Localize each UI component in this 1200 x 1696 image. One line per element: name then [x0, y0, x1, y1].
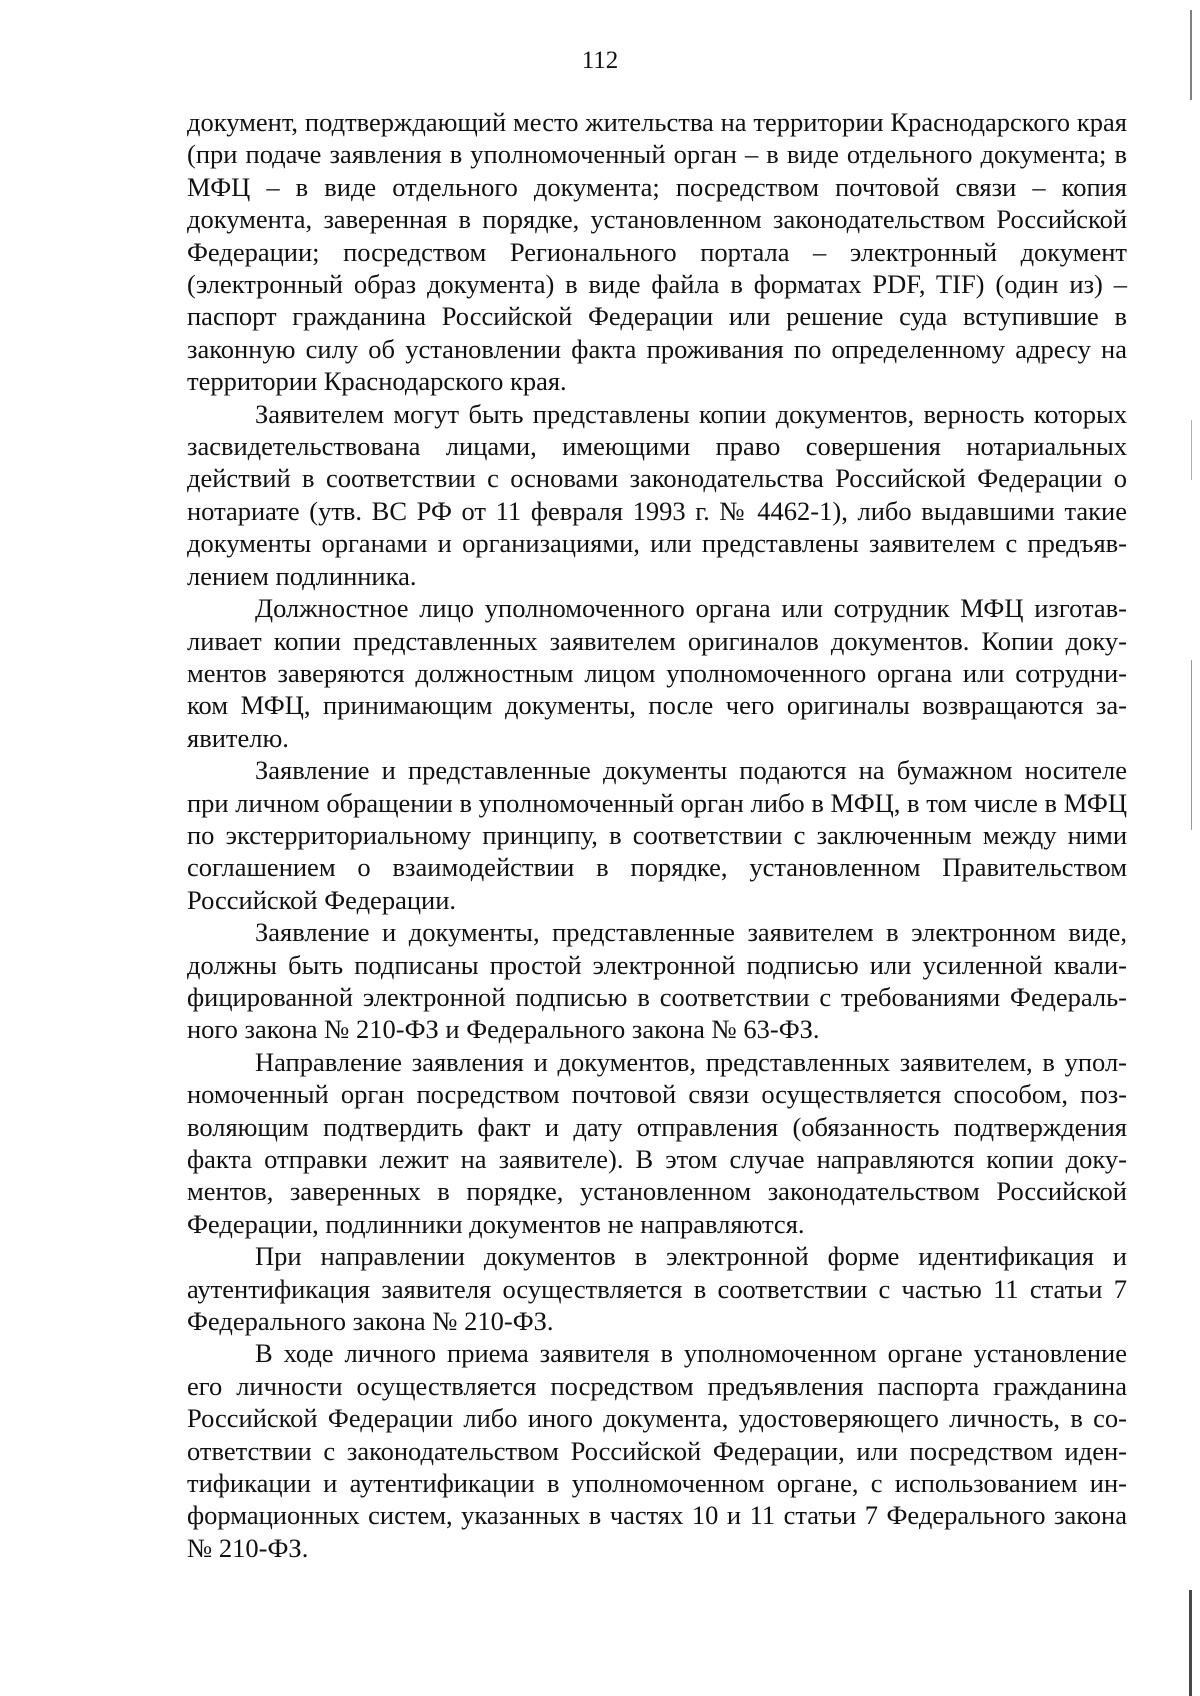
scan-edge-mark: [1190, 10, 1192, 100]
paragraph-2: Заявителем могут быть представлены копии документов, верность которых засвидетельствована лицами, имеющими право совершения нотариальных действий в соответствии с основами законодательства Российской Федерации о нотариате (утв. ВС РФ от 11 февраля 1993 г. № 4462-1), либо выдавшими такие документы органами и организациями, или представлены заявителем с предъявлением подлинника.: [187, 398, 1127, 591]
paragraph-7: При направлении документов в электронной форме идентификация и аутентификация заявителя осуществляется в соответствии с частью 11 статьи 7 Федерального закона № 210-ФЗ.: [187, 1241, 1127, 1337]
paragraph-8: В ходе личного приема заявителя в уполномоченном органе установление его личности осуществляется посредством предъявления паспорта гражданина Российской Федерации либо иного документа, удостоверяющего личность, в соответствии с законодательством Российской Федерации, или посредством идентификации и аутентификации в уполномоченном органе, с использованием информационных систем, указанных в частях 10 и 11 статьи 7 Федерального закона № 210-ФЗ.: [187, 1338, 1127, 1563]
paragraph-5: Заявление и документы, представленные заявителем в электронном виде, должны быть подписаны простой электронной подписью или усиленной квалифицированной электронной подписью в соответствии с требованиями Федерального закона № 210-ФЗ и Федерального закона № 63-ФЗ.: [187, 917, 1127, 1045]
scan-edge-mark: [1191, 660, 1192, 830]
scan-edge-mark: [1191, 420, 1192, 480]
paragraph-1: документ, подтверждающий место жительства на территории Краснодарского края (при подаче заявления в уполномоченный орган – в виде отдельного документа; в МФЦ – в виде отдельного документа; посредством почтовой связи – копия документа, заверенная в порядке, установленном законодательством Российской Федерации; посредством Регионального портала – электронный документ (электронный образ документа) в виде файла в форматах PDF, TIF) (один из) – паспорт гражданина Российской Федерации или решение суда вступившие в законную силу об установлении факта проживания по определенному адресу на территории Краснодарского края.: [187, 107, 1127, 397]
paragraph-4: Заявление и представленные документы подаются на бумажном носителе при личном обращении в уполномоченный орган либо в МФЦ, в том числе в МФЦ по экстерриториальному принципу, в соответствии с заключенным между ними соглашением о взаимодействии в порядке, установленном Правительством Российской Федерации.: [187, 755, 1127, 915]
scan-edge-mark: [1189, 1590, 1192, 1696]
document-text: [187, 106, 1127, 1564]
paragraph-3: Должностное лицо уполномоченного органа или сотрудник МФЦ изготавливает копии представленных заявителем оригиналов документов. Копии документов заверяются должностным лицом уполномоченного органа или сотрудником МФЦ, принимающим документы, после чего оригиналы возвращаются заявителю.: [187, 593, 1127, 753]
page-number: 112: [581, 47, 619, 74]
paragraph-6: Направление заявления и документов, представленных заявителем, в уполномоченный орган посредством почтовой связи осуществляется способом, позволяющим подтвердить факт и дату отправления (обязанность подтверждения факта отправки лежит на заявителе). В этом случае направляются копии документов, заверенных в порядке, установленном законодательством Российской Федерации, подлинники документов не направляются.: [187, 1046, 1127, 1239]
